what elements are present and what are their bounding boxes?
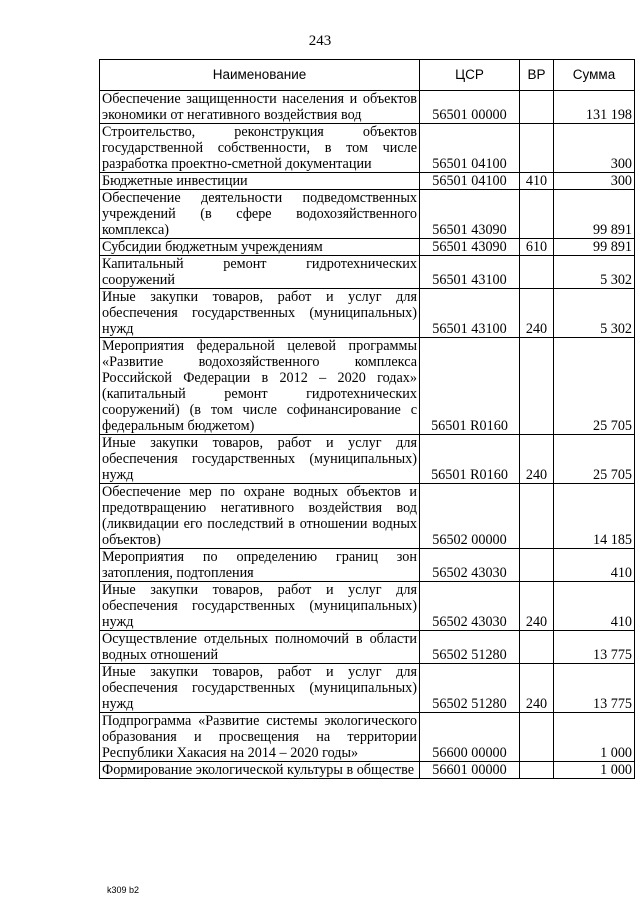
table-row [100, 256, 635, 289]
table-row [100, 173, 635, 190]
row-name: Иные закупки товаров, работ и услуг для обеспечения государственных (муниципальных) нужд [100, 582, 420, 631]
row-name: Подпрограмма «Развитие системы экологического образования и просвещения на территории Республики Хакасия на 2014 – 2020 годы» [100, 713, 420, 762]
row-vr: 240 [520, 435, 554, 484]
table-row [100, 582, 635, 631]
header-csr: ЦСР [420, 60, 520, 91]
row-name: Обеспечение защищенности населения и объектов экономики от негативного воздействия вод [100, 91, 420, 124]
row-vr: 240 [520, 664, 554, 713]
row-sum: 14 185 [554, 484, 635, 549]
row-csr: 56601 00000 [420, 762, 520, 779]
table-row [100, 124, 635, 173]
row-vr: 240 [520, 289, 554, 338]
row-sum: 1 000 [554, 762, 635, 779]
row-name: Обеспечение деятельности подведомственных учреждений (в сфере водохозяйственного комплекса) [100, 190, 420, 239]
row-sum: 410 [554, 549, 635, 582]
row-csr: 56502 43030 [420, 582, 520, 631]
row-name: Мероприятия по определению границ зон затопления, подтопления [100, 549, 420, 582]
row-name: Формирование экологической культуры в обществе [100, 762, 420, 779]
table-row [100, 484, 635, 549]
header-sum: Сумма [554, 60, 635, 91]
row-csr: 56502 51280 [420, 664, 520, 713]
table-row [100, 762, 635, 779]
row-vr [520, 713, 554, 762]
row-name: Обеспечение мер по охране водных объектов и предотвращению негативного воздействия вод (ликвидации его последствий в отношении водных объектов) [100, 484, 420, 549]
row-sum: 13 775 [554, 631, 635, 664]
row-csr: 56501 04100 [420, 173, 520, 190]
row-vr [520, 124, 554, 173]
table-row [100, 239, 635, 256]
table-row [100, 435, 635, 484]
budget-table [99, 59, 635, 779]
header-row [100, 60, 635, 91]
row-csr: 56501 43090 [420, 190, 520, 239]
row-vr [520, 631, 554, 664]
table-row [100, 631, 635, 664]
row-vr: 240 [520, 582, 554, 631]
row-csr: 56501 04100 [420, 124, 520, 173]
header-vr: ВР [520, 60, 554, 91]
row-sum: 25 705 [554, 338, 635, 435]
row-sum: 410 [554, 582, 635, 631]
row-sum: 300 [554, 173, 635, 190]
row-sum: 131 198 [554, 91, 635, 124]
table-row [100, 549, 635, 582]
row-sum: 13 775 [554, 664, 635, 713]
row-csr: 56501 00000 [420, 91, 520, 124]
row-csr: 56502 43030 [420, 549, 520, 582]
row-name: Осуществление отдельных полномочий в области водных отношений [100, 631, 420, 664]
row-name: Строительство, реконструкция объектов государственной собственности, в том числе разработка проектно-сметной документации [100, 124, 420, 173]
table-row [100, 91, 635, 124]
row-csr: 56501 43090 [420, 239, 520, 256]
row-vr: 610 [520, 239, 554, 256]
row-vr [520, 190, 554, 239]
table-row [100, 190, 635, 239]
row-csr: 56501 43100 [420, 256, 520, 289]
table-body [100, 91, 635, 779]
row-sum: 1 000 [554, 713, 635, 762]
row-sum: 25 705 [554, 435, 635, 484]
row-vr [520, 549, 554, 582]
table-row [100, 338, 635, 435]
row-vr [520, 484, 554, 549]
header-name: Наименование [100, 60, 420, 91]
row-sum: 5 302 [554, 256, 635, 289]
row-sum: 99 891 [554, 190, 635, 239]
row-name: Иные закупки товаров, работ и услуг для обеспечения государственных (муниципальных) нужд [100, 664, 420, 713]
row-csr: 56501 R0160 [420, 435, 520, 484]
row-vr [520, 338, 554, 435]
row-sum: 300 [554, 124, 635, 173]
table-row [100, 713, 635, 762]
row-vr [520, 256, 554, 289]
row-vr [520, 762, 554, 779]
row-csr: 56501 R0160 [420, 338, 520, 435]
row-name: Иные закупки товаров, работ и услуг для обеспечения государственных (муниципальных) нужд [100, 289, 420, 338]
row-csr: 56502 00000 [420, 484, 520, 549]
row-name: Иные закупки товаров, работ и услуг для обеспечения государственных (муниципальных) нужд [100, 435, 420, 484]
row-vr [520, 91, 554, 124]
row-csr: 56501 43100 [420, 289, 520, 338]
row-csr: 56502 51280 [420, 631, 520, 664]
table-row [100, 289, 635, 338]
table-header [100, 60, 635, 91]
row-name: Капитальный ремонт гидротехнических сооружений [100, 256, 420, 289]
footer-code: k309 b2 [107, 885, 140, 895]
row-name: Мероприятия федеральной целевой программы «Развитие водохозяйственного комплекса Российской Федерации в 2012 – 2020 годах» (капитальный ремонт гидротехнических сооружений) (в том числе софинансирование с федеральным бюджетом) [100, 338, 420, 435]
row-sum: 99 891 [554, 239, 635, 256]
row-vr: 410 [520, 173, 554, 190]
row-sum: 5 302 [554, 289, 635, 338]
row-csr: 56600 00000 [420, 713, 520, 762]
table-row [100, 664, 635, 713]
row-name: Бюджетные инвестиции [100, 173, 420, 190]
row-name: Субсидии бюджетным учреждениям [100, 239, 420, 256]
page-number: 243 [308, 33, 332, 49]
